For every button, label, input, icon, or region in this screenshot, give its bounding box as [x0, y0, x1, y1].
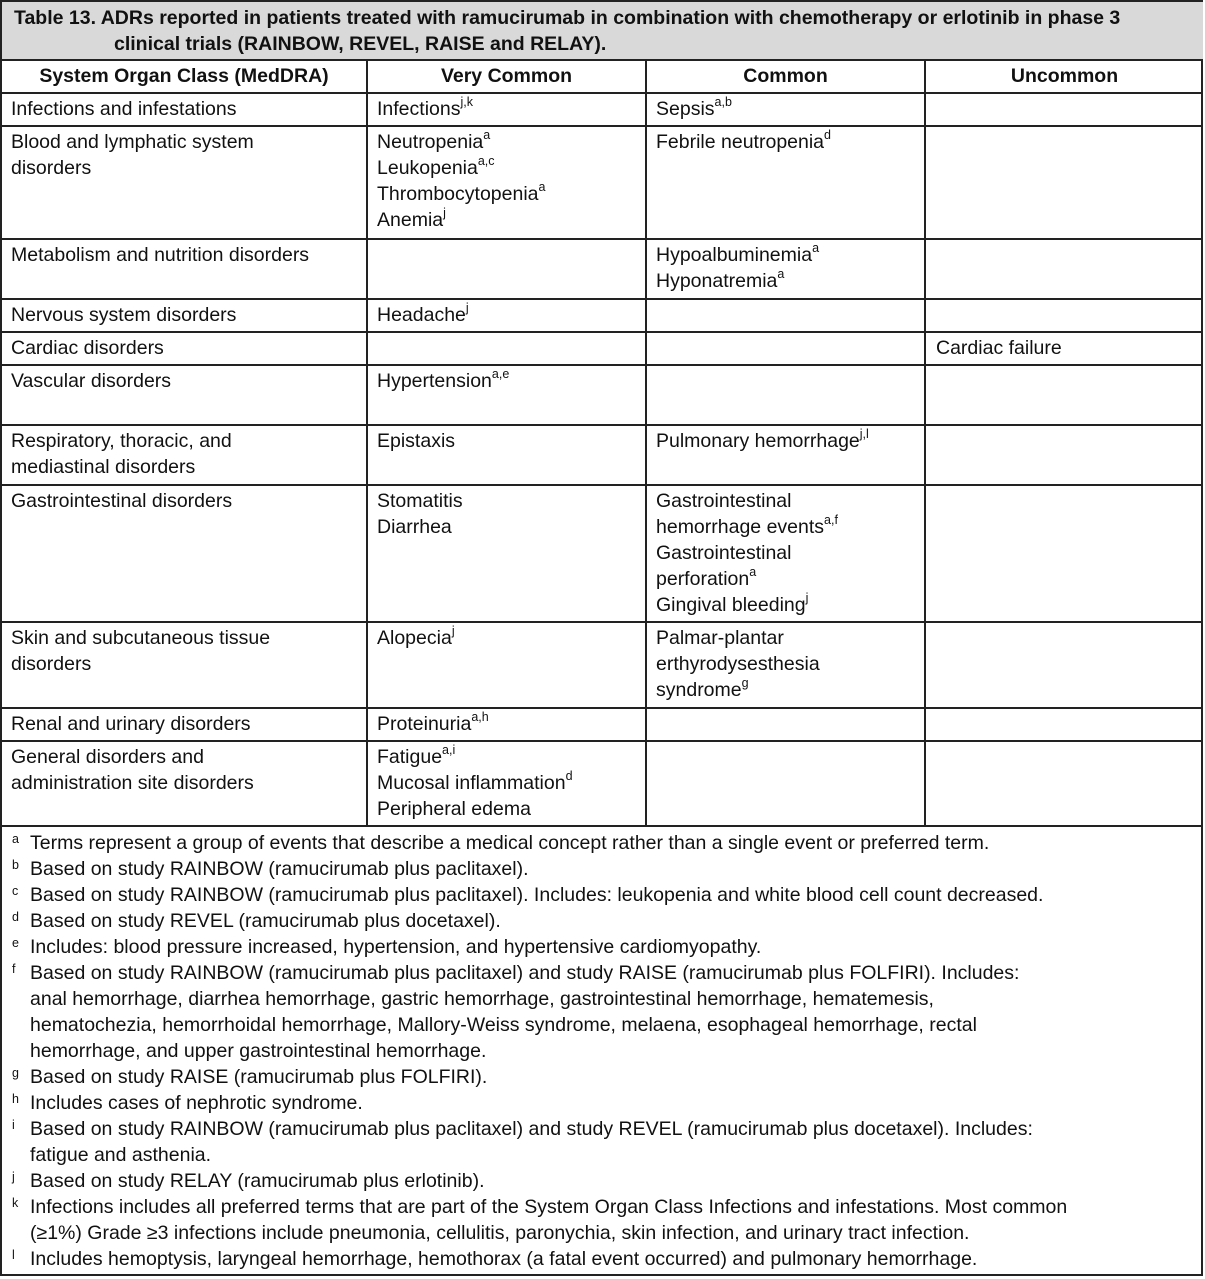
term-text: Neutropenia	[377, 131, 484, 153]
soc-label: mediastinal disorders	[11, 456, 196, 478]
cell-very-common	[368, 94, 647, 125]
cell-uncommon	[926, 623, 1203, 707]
cell-very-common	[368, 709, 647, 740]
footnote-ref: j	[443, 206, 446, 220]
term-text: erthyrodysesthesia	[656, 653, 820, 675]
footnote-text: Based on study REVEL (ramucirumab plus docetaxel).	[30, 910, 501, 932]
cell-uncommon	[926, 366, 1203, 424]
term-text: Febrile neutropenia	[656, 131, 825, 153]
cell-very-common	[368, 127, 647, 238]
footnote-text: Infections includes all preferred terms that are part of the System Organ Class Infections and infestations. Most common	[30, 1196, 1068, 1218]
cell-common	[647, 94, 926, 125]
term-text: Hypertension	[377, 370, 492, 392]
term-text: Headache	[377, 304, 466, 326]
table-footnotes	[2, 826, 1203, 1272]
footnote-mark: c	[12, 884, 19, 898]
term-text: Stomatitis	[377, 490, 463, 512]
cell-term	[377, 625, 637, 651]
cell-term	[377, 770, 637, 796]
cell-term	[377, 96, 637, 122]
footnote-ref: j	[805, 591, 809, 605]
cell-term	[377, 711, 637, 737]
term-text: Gingival bleeding	[656, 594, 806, 616]
footnote-ref: j	[451, 624, 455, 638]
footnote-mark: a	[12, 832, 19, 846]
table-row	[2, 240, 1203, 300]
cell-term	[656, 96, 916, 122]
cell-soc	[2, 623, 368, 707]
footnote-mark: d	[12, 910, 19, 924]
cell-very-common	[368, 300, 647, 331]
table-row	[2, 709, 1203, 742]
footnote-ref: a,i	[442, 743, 456, 757]
cell-soc	[2, 742, 368, 825]
term-text: perforation	[656, 568, 750, 590]
cell-term	[656, 540, 916, 566]
footnote-text: anal hemorrhage, diarrhea hemorrhage, gastric hemorrhage, gastrointestinal hemorrhage, hematemesis,	[30, 988, 934, 1010]
cell-common	[647, 426, 926, 484]
footnote-text: fatigue and asthenia.	[30, 1144, 212, 1166]
cell-term	[656, 488, 916, 514]
footnote-ref: d	[824, 128, 831, 142]
soc-label: disorders	[11, 157, 92, 179]
footnote-text: (≥1%) Grade ≥3 infections include pneumonia, cellulitis, paronychia, skin infection, and urinary tract infection.	[30, 1222, 970, 1244]
cell-term	[377, 368, 637, 394]
footnote-text: Based on study RELAY (ramucirumab plus erlotinib).	[30, 1170, 485, 1192]
cell-term	[377, 514, 637, 540]
footnote-mark: b	[12, 858, 19, 872]
footnote-text: Includes cases of nephrotic syndrome.	[30, 1092, 363, 1114]
cell-soc	[2, 240, 368, 298]
cell-term	[656, 242, 916, 268]
term-text: Hypoalbuminemia	[656, 244, 813, 266]
footnote-ref: a	[749, 565, 757, 579]
cell-very-common	[368, 486, 647, 621]
cell-soc	[2, 94, 368, 125]
cell-soc	[2, 333, 368, 364]
cell-term	[656, 592, 916, 618]
soc-label: administration site disorders	[11, 772, 254, 794]
table-row	[2, 333, 1203, 366]
cell-soc	[2, 486, 368, 621]
footnote-ref: g	[741, 676, 749, 690]
table-row	[2, 742, 1203, 827]
cell-uncommon	[926, 240, 1203, 298]
cell-common	[647, 240, 926, 298]
term-text: Sepsis	[656, 98, 715, 120]
cell-uncommon	[926, 333, 1203, 364]
footnote-mark: e	[12, 936, 19, 950]
footnote-ref: a	[538, 180, 546, 194]
cell-soc	[2, 127, 368, 238]
footnote-text: Based on study RAINBOW (ramucirumab plus paclitaxel) and study RAISE (ramucirumab plus FOLFIRI). Includes:	[30, 962, 1020, 984]
soc-label: Skin and subcutaneous tissue	[11, 627, 271, 649]
footnote	[2, 830, 1203, 856]
table-row	[2, 300, 1203, 333]
cell-uncommon	[926, 426, 1203, 484]
soc-label: disorders	[11, 653, 92, 675]
cell-term	[656, 129, 916, 155]
footnote-mark: k	[12, 1196, 19, 1210]
footnote-text: Includes: blood pressure increased, hypertension, and hypertensive cardiomyopathy.	[30, 936, 762, 958]
cell-common	[647, 127, 926, 238]
table-row	[2, 623, 1203, 709]
term-text: syndrome	[656, 679, 742, 701]
footnote-ref: a,b	[714, 95, 732, 109]
footnote-text: Includes hemoptysis, laryngeal hemorrhage, hemothorax (a fatal event occurred) and pulmonary hemorrhage.	[30, 1248, 978, 1270]
footnote-ref: j,l	[859, 427, 869, 441]
term-text: Infections	[377, 98, 461, 120]
term-text: Anemia	[377, 209, 444, 231]
footnote-text: Based on study RAISE (ramucirumab plus FOLFIRI).	[30, 1066, 488, 1088]
footnote	[2, 934, 1203, 960]
cell-term	[377, 302, 637, 328]
soc-label: General disorders and	[11, 746, 204, 768]
cell-common	[647, 333, 926, 364]
cell-uncommon	[926, 127, 1203, 238]
footnote	[2, 1064, 1203, 1090]
cell-term	[656, 566, 916, 592]
header-common: Common	[647, 61, 926, 92]
cell-common	[647, 623, 926, 707]
term-text: Alopecia	[377, 627, 452, 649]
footnote-ref: a,c	[477, 154, 495, 168]
term-text: Hyponatremia	[656, 270, 778, 292]
soc-label: Blood and lymphatic system	[11, 131, 254, 153]
cell-very-common	[368, 240, 647, 298]
cell-common	[647, 742, 926, 825]
cell-very-common	[368, 623, 647, 707]
footnote	[2, 882, 1203, 908]
term-text: Thrombocytopenia	[377, 183, 539, 205]
cell-soc	[2, 366, 368, 424]
cell-term	[377, 129, 637, 155]
footnote-ref: a	[812, 241, 820, 255]
cell-very-common	[368, 742, 647, 825]
footnote-text: Based on study RAINBOW (ramucirumab plus paclitaxel).	[30, 858, 529, 880]
cell-term	[377, 155, 637, 181]
footnote-mark: h	[12, 1092, 19, 1106]
term-text: Fatigue	[377, 746, 443, 768]
footnote	[2, 1194, 1203, 1246]
footnote-ref: j	[465, 301, 469, 315]
soc-label: Cardiac disorders	[11, 337, 164, 359]
footnote	[2, 1090, 1203, 1116]
cell-term	[656, 268, 916, 294]
cell-very-common	[368, 366, 647, 424]
table-caption-text: Table 13. ADRs reported in patients treated with ramucirumab in combination with chemotherapy or erlotinib in phase 3 clinical trials (RAINBOW, REVEL, RAISE and RELAY).	[14, 7, 1121, 55]
cell-common	[647, 709, 926, 740]
term-text: Proteinuria	[377, 713, 472, 735]
footnote-mark: g	[12, 1066, 19, 1080]
soc-label: Respiratory, thoracic, and	[11, 430, 232, 452]
table-header-row	[2, 61, 1203, 94]
cell-term	[377, 428, 637, 454]
footnote-ref: a	[483, 128, 491, 142]
footnote-text: Based on study RAINBOW (ramucirumab plus paclitaxel) and study REVEL (ramucirumab plus docetaxel). Includes:	[30, 1118, 1033, 1140]
table-row	[2, 127, 1203, 240]
footnote-ref: a	[777, 267, 785, 281]
cell-term	[656, 428, 916, 454]
cell-term	[377, 207, 637, 233]
soc-label: Renal and urinary disorders	[11, 713, 251, 735]
cell-term	[377, 181, 637, 207]
cell-term	[656, 625, 916, 651]
footnote-ref: a,f	[824, 513, 838, 527]
footnote-text: Terms represent a group of events that describe a medical concept rather than a single event or preferred term.	[30, 832, 990, 854]
footnote	[2, 960, 1203, 1064]
cell-common	[647, 486, 926, 621]
cell-common	[647, 300, 926, 331]
cell-term	[656, 651, 916, 677]
cell-term	[377, 488, 637, 514]
soc-label: Metabolism and nutrition disorders	[11, 244, 310, 266]
term-text: Gastrointestinal	[656, 542, 792, 564]
footnote-mark: l	[12, 1248, 15, 1262]
header-system-organ-class: System Organ Class (MedDRA)	[2, 61, 368, 92]
cell-term	[656, 677, 916, 703]
footnote-ref: d	[565, 769, 573, 783]
footnote	[2, 856, 1203, 882]
footnote-mark: f	[12, 962, 16, 976]
cell-uncommon	[926, 300, 1203, 331]
cell-common	[647, 366, 926, 424]
table-row	[2, 426, 1203, 486]
cell-soc	[2, 426, 368, 484]
term-text: hemorrhage events	[656, 516, 825, 538]
footnote-ref: a,h	[471, 710, 489, 724]
footnote	[2, 908, 1203, 934]
footnote-mark: i	[12, 1118, 15, 1132]
cell-term	[936, 335, 1195, 361]
footnote	[2, 1116, 1203, 1168]
cell-soc	[2, 709, 368, 740]
cell-very-common	[368, 333, 647, 364]
term-text: Pulmonary hemorrhage	[656, 430, 860, 452]
footnote-mark: j	[12, 1170, 15, 1184]
header-uncommon: Uncommon	[1010, 65, 1119, 87]
cell-uncommon	[926, 486, 1203, 621]
cell-uncommon	[926, 742, 1203, 825]
table-row	[2, 94, 1203, 127]
term-text: Diarrhea	[377, 516, 452, 538]
soc-label: Infections and infestations	[11, 98, 237, 120]
header-very-common: Very Common	[368, 61, 647, 92]
footnote-ref: j,k	[460, 95, 473, 109]
footnote	[2, 1168, 1203, 1194]
footnote-ref: a,e	[491, 367, 510, 381]
cell-uncommon	[926, 709, 1203, 740]
table-row	[2, 366, 1203, 426]
footnote-text: Based on study RAINBOW (ramucirumab plus paclitaxel). Includes: leukopenia and white blood cell count decreased.	[30, 884, 1044, 906]
table-caption	[2, 2, 1203, 61]
table-row	[2, 486, 1203, 623]
footnote-text: hemorrhage, and upper gastrointestinal hemorrhage.	[30, 1040, 487, 1062]
cell-term	[377, 744, 637, 770]
soc-label: Gastrointestinal disorders	[11, 490, 233, 512]
cell-term	[656, 514, 916, 540]
soc-label: Vascular disorders	[11, 370, 172, 392]
cell-soc	[2, 300, 368, 331]
term-text: Palmar-plantar	[656, 627, 784, 649]
term-text: Peripheral edema	[377, 798, 531, 820]
term-text: Leukopenia	[377, 157, 478, 179]
term-text: Epistaxis	[377, 430, 456, 452]
term-text: Gastrointestinal	[656, 490, 792, 512]
term-text: Mucosal inflammation	[377, 772, 566, 794]
cell-term	[377, 796, 637, 822]
footnote	[2, 1246, 1203, 1272]
soc-label: Nervous system disorders	[11, 304, 237, 326]
footnote-text: hematochezia, hemorrhoidal hemorrhage, Mallory-Weiss syndrome, melaena, esophageal hemorrhage, rectal	[30, 1014, 977, 1036]
cell-very-common	[368, 426, 647, 484]
cell-uncommon	[926, 94, 1203, 125]
term-text: Cardiac failure	[936, 337, 1062, 359]
